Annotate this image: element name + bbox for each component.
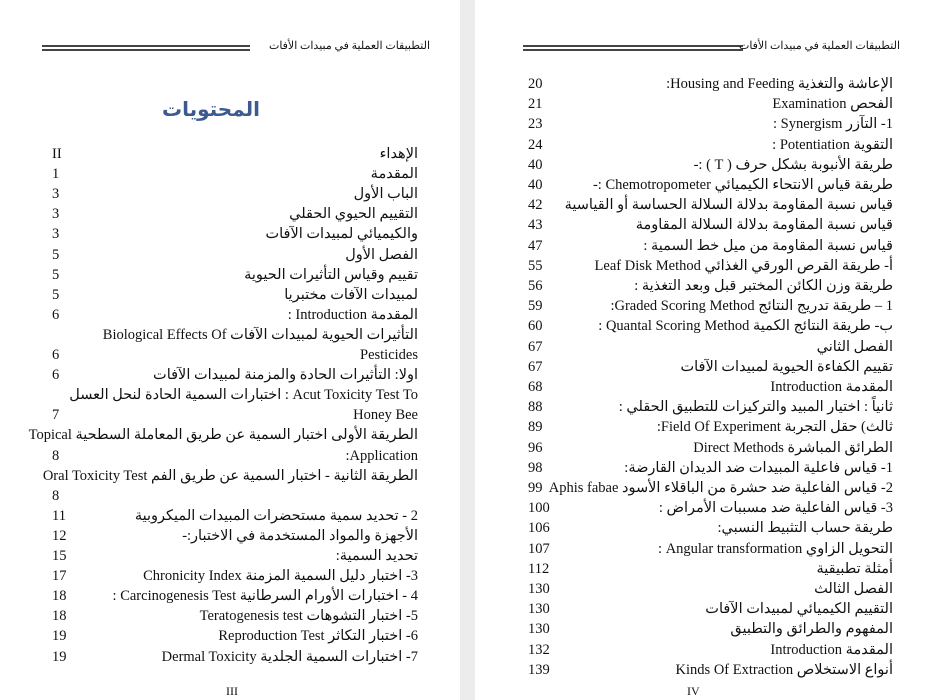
toc-page-number: 17 <box>52 568 67 585</box>
toc-entry <box>0 626 460 646</box>
toc-entry-text: ب- طريقة النتائج الكمية Quantal Scoring Method : <box>598 318 893 335</box>
toc-page-number: 6 <box>52 367 60 384</box>
toc-entry-text: 2 - تحديد سمية مستحضرات المبيدات الميكروبية <box>134 507 418 524</box>
toc-page-number: 60 <box>528 318 543 335</box>
toc-entry-text: لمبيدات الآفات مختبريا <box>284 286 418 303</box>
toc-entry <box>0 204 460 224</box>
toc-entry-text: قياس نسبة المقاومة بدلالة السلالة الحساسة أو القياسية <box>564 197 893 214</box>
toc-page-number: 20 <box>528 76 543 92</box>
toc-entry-text: الأجهزة والمواد المستخدمة في الاختبار:- <box>182 527 418 544</box>
toc-entry <box>475 276 935 296</box>
toc-page-number: 8 <box>52 487 60 504</box>
toc-entry <box>475 316 935 336</box>
toc-entry <box>0 466 460 486</box>
toc-entry-text: تحديد السمية: <box>335 548 418 564</box>
toc-entry-text: تقييم وقياس التأثيرات الحيوية <box>244 266 418 283</box>
toc-entry <box>475 438 935 458</box>
toc-entry <box>475 498 935 518</box>
toc-page-number: 100 <box>528 500 550 517</box>
toc-page-number: 23 <box>528 116 543 133</box>
page-gutter <box>460 0 475 700</box>
toc-page-number: 56 <box>528 278 543 294</box>
toc-entry <box>475 660 935 680</box>
toc-page-number: 68 <box>528 379 543 395</box>
toc-page-number: 21 <box>528 96 543 113</box>
toc-entry <box>0 486 460 506</box>
toc-entry <box>475 135 935 155</box>
toc-page-number: 7 <box>52 407 60 424</box>
toc-entry-text: الفحص Examination <box>772 96 893 113</box>
toc-entry-text: 3- اختبار دليل السمية المزمنة Chronicity Index <box>143 568 418 585</box>
toc-entry <box>0 345 460 365</box>
toc-entry-text: والكيميائي لمبيدات الآفات <box>265 226 418 243</box>
toc-entry <box>475 539 935 559</box>
toc-entry <box>475 518 935 538</box>
toc-page-number: 89 <box>528 419 543 436</box>
toc-entry-text: ثانياً : اختيار المبيد والتركيزات للتطبيق الحقلي : <box>618 399 893 416</box>
toc-entry-text: 6- اختبار التكاثر Reproduction Test <box>218 628 418 645</box>
toc-entry-text: Honey Bee <box>353 407 418 424</box>
toc-entry <box>0 586 460 606</box>
toc-entry-text: الباب الأول <box>353 186 418 203</box>
toc-entry-text: 3- قياس الفاعلية ضد مسببات الأمراض : <box>658 500 893 517</box>
toc-page-number: 3 <box>52 226 60 243</box>
toc-entry-text: التأثيرات الحيوية لمبيدات الآفات Biological Effects Of <box>102 326 418 343</box>
toc-page-number: 107 <box>528 540 550 557</box>
toc-page-number: 18 <box>52 608 67 625</box>
toc-entry-text: أ- طريقة القرص الورقي الغذائي Leaf Disk Method <box>594 257 893 274</box>
toc-entry <box>0 184 460 204</box>
toc-entry-text: المفهوم والطرائق والتطبيق <box>730 621 893 638</box>
toc-entry-text: المقدمة Introduction <box>770 379 893 395</box>
toc-entry <box>475 236 935 256</box>
toc-entry <box>0 164 460 184</box>
toc-entry <box>0 144 460 164</box>
toc-entry-text: 1- التآزر Synergism : <box>772 116 893 133</box>
toc-page-number: 18 <box>52 588 67 605</box>
toc-page-number: 40 <box>528 156 543 173</box>
toc-page-number: 47 <box>528 237 543 254</box>
toc-page-number: II <box>52 146 62 162</box>
toc-entry <box>475 478 935 498</box>
toc-entry-text: ثالث) حقل التجربة Field Of Experiment: <box>656 419 893 436</box>
toc-page-number: 130 <box>528 621 550 638</box>
toc-entry-text: المقدمة Introduction <box>770 641 893 658</box>
toc-page-number: 59 <box>528 298 543 315</box>
toc-page-number: 11 <box>52 507 66 524</box>
toc-entry <box>0 647 460 667</box>
toc-page-number: 3 <box>52 206 60 223</box>
toc-page-number: 106 <box>528 520 550 537</box>
toc-page-number: 55 <box>528 257 543 274</box>
toc-entry-text: 2- قياس الفاعلية ضد حشرة من الباقلاء الأسود Aphis fabae <box>548 480 893 496</box>
toc-entry <box>475 337 935 357</box>
toc-page-number: 99 <box>528 480 543 496</box>
toc-entry <box>0 606 460 626</box>
header-rule-right <box>523 45 743 51</box>
toc-entry <box>0 224 460 244</box>
toc-page-number: 5 <box>52 286 60 303</box>
toc-page-number: 139 <box>528 661 550 678</box>
toc-entry <box>475 377 935 397</box>
toc-entry <box>475 215 935 235</box>
toc-page-number: 6 <box>52 347 60 363</box>
header-title-left: التطبيقات العملية في مبيدات الأفات <box>268 40 430 52</box>
toc-entry-text: طريقة حساب التثبيط النسبي: <box>717 520 893 537</box>
toc-entry <box>0 385 460 405</box>
toc-entry <box>0 526 460 546</box>
toc-entry-text: Pesticides <box>360 347 418 363</box>
toc-entry-text: 7- اختبارات السمية الجلدية Dermal Toxicity <box>161 648 418 665</box>
toc-entry-text: الطريقة الأولى اختبار السمية عن طريق المعاملة السطحية Topical <box>28 427 418 444</box>
page-number-right: IV <box>687 684 700 698</box>
toc-entry <box>475 94 935 114</box>
toc-entry <box>0 305 460 325</box>
toc-page-number: 5 <box>52 266 60 283</box>
toc-entry-text: الإهداء <box>379 146 418 162</box>
toc-entry-text: تقييم الكفاءة الحيوية لمبيدات الآفات <box>680 358 893 375</box>
toc-entry-text: 1- قياس فاعلية المبيدات ضد الديدان القارضة: <box>624 459 893 476</box>
toc-entry-text: 4 - اختبارات الأورام السرطانية Carcinogenesis Test : <box>112 588 418 605</box>
toc-entry <box>0 245 460 265</box>
toc-page-number: 132 <box>528 641 550 658</box>
toc-entry <box>0 365 460 385</box>
toc-entry <box>475 458 935 478</box>
toc-entry-text: الطريقة الثانية - اختبار السمية عن طريق الفم Oral Toxicity Test <box>42 467 418 484</box>
toc-entry <box>475 296 935 316</box>
toc-entry-text: 1 – طريقة تدريج النتائج Graded Scoring Method: <box>610 298 893 315</box>
toc-entry <box>475 397 935 417</box>
toc-page-number: 67 <box>528 358 543 375</box>
toc-entry <box>0 446 460 466</box>
header-title-right: التطبيقات العملية في مبيدات الأفات <box>738 40 900 52</box>
toc-entry <box>0 405 460 425</box>
toc-page-number: 5 <box>52 246 60 263</box>
toc-entry-text: التقييم الحيوي الحقلي <box>289 206 418 223</box>
toc-entry <box>475 74 935 94</box>
toc-page-number: 12 <box>52 527 67 544</box>
toc-entry-text: التقوية Potentiation : <box>772 136 893 153</box>
toc-entry <box>475 579 935 599</box>
toc-entry-text: قياس نسبة المقاومة بدلالة السلالة المقاومة <box>635 217 893 234</box>
toc-entry-text: Application: <box>345 447 418 464</box>
toc-entry-text: 5- اختبار التشوهات Teratogenesis test <box>199 608 418 625</box>
toc-entry <box>475 559 935 579</box>
toc-page-number: 3 <box>52 186 60 203</box>
toc-entry-text: التحويل الزاوي Angular transformation : <box>658 540 893 557</box>
toc-entry-text: طريقة وزن الكائن المختبر قبل وبعد التغذية : <box>634 278 893 294</box>
toc-entry <box>0 425 460 445</box>
toc-page-number: 130 <box>528 601 550 618</box>
toc-entry <box>475 175 935 195</box>
toc-entry-text: الطرائق المباشرة Direct Methods <box>693 439 893 456</box>
toc-entry-text: الإعاشة والتغذية Housing and Feeding: <box>666 76 893 92</box>
toc-page-number: 112 <box>528 560 550 577</box>
toc-entry <box>475 155 935 175</box>
toc-entry-text: طريقة الأنبوبة بشكل حرف ( T ) :- <box>693 156 893 173</box>
toc-entry <box>475 357 935 377</box>
toc-page-number: 19 <box>52 648 67 665</box>
toc-page-number: 96 <box>528 439 543 456</box>
toc-entry-text: المقدمة <box>370 166 418 183</box>
toc-page-number: 40 <box>528 177 543 193</box>
toc-entry <box>475 417 935 437</box>
toc-entry-text: قياس نسبة المقاومة من ميل خط السمية : <box>643 237 893 254</box>
toc-page-number: 15 <box>52 548 67 564</box>
toc-entry <box>475 256 935 276</box>
toc-entry <box>475 195 935 215</box>
contents-title: المحتويات <box>161 97 260 121</box>
toc-entry-text: التقييم الكيميائي لمبيدات الآفات <box>705 601 893 618</box>
toc-page-number: 24 <box>528 136 543 153</box>
toc-entry <box>0 506 460 526</box>
toc-entry <box>475 640 935 660</box>
toc-entry-text: الفصل الأول <box>345 246 418 263</box>
toc-entry-text: الفصل الثالث <box>814 581 893 597</box>
toc-page-number: 43 <box>528 217 543 234</box>
toc-entry <box>0 265 460 285</box>
header-rule-left <box>42 45 250 51</box>
toc-page-number: 6 <box>52 306 60 323</box>
toc-page-number: 19 <box>52 628 67 645</box>
toc-page-number: 8 <box>52 447 60 464</box>
toc-entry-text: طريقة قياس الانتحاء الكيميائي Chemotropometer :- <box>592 177 893 193</box>
toc-entry <box>0 325 460 345</box>
toc-page-number: 98 <box>528 459 543 476</box>
toc-entry <box>475 619 935 639</box>
right-page <box>475 0 935 700</box>
toc-page-number: 130 <box>528 581 550 597</box>
toc-entry-text: اولا: التأثيرات الحادة والمزمنة لمبيدات الآفات <box>153 367 418 384</box>
toc-page-number: 88 <box>528 399 543 416</box>
toc-entry <box>475 599 935 619</box>
toc-page-number: 42 <box>528 197 543 214</box>
toc-entry <box>475 114 935 134</box>
toc-entry <box>0 566 460 586</box>
toc-page-number: 67 <box>528 338 543 355</box>
toc-entry-text: الفصل الثاني <box>816 338 893 355</box>
toc-entry-text: المقدمة Introduction : <box>287 306 418 323</box>
page-number-left: III <box>226 684 238 698</box>
left-page <box>0 0 460 700</box>
toc-page-number: 1 <box>52 166 60 183</box>
toc-entry-text: أمثلة تطبيقية <box>816 560 893 577</box>
toc-entry-text: أنواع الاستخلاص Kinds Of Extraction <box>675 661 893 678</box>
toc-entry <box>0 285 460 305</box>
toc-entry <box>0 546 460 566</box>
toc-entry-text: Acut Toxicity Test To : اختبارات السمية الحادة لنحل العسل <box>69 387 418 404</box>
